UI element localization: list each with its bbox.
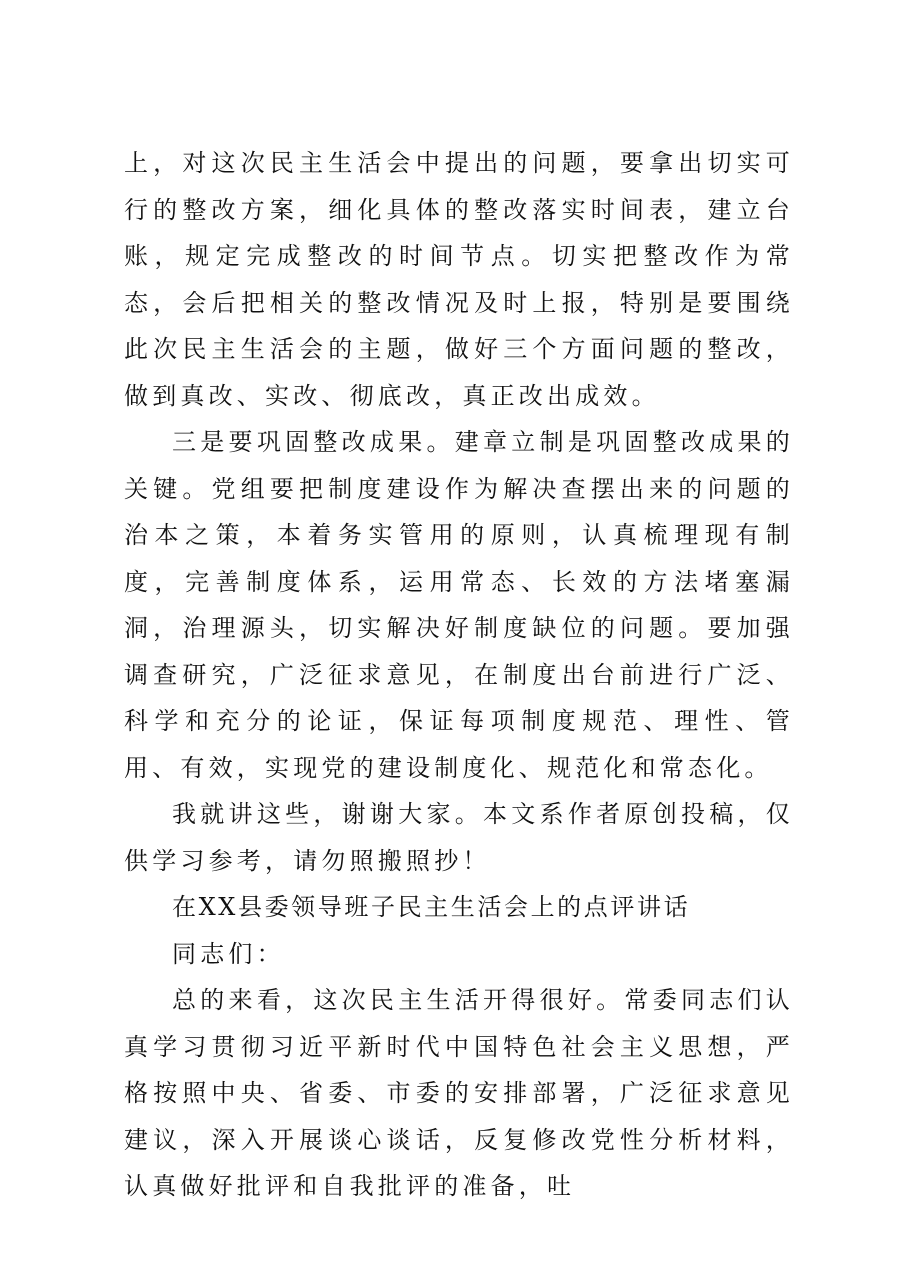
paragraph-overview: 总的来看，这次民主生活开得很好。常委同志们认真学习贯彻习近平新时代中国特色社会主义思想，严格按照中央、省委、市委的安排部署，广泛征求意见建议，深入开展谈心谈话，反复修改党性分析材料，认真做好批评和自我批评的准备，吐 <box>124 986 794 1200</box>
salutation: 同志们： <box>172 939 285 968</box>
paragraph-continuation: 上，对这次民主生活会中提出的问题，要拿出切实可行的整改方案，细化具体的整改落实时间表，建立台账，规定完成整改的时间节点。切实把整改作为常态，会后把相关的整改情况及时上报，特别是要围绕此次民主生活会的主题，做好三个方面问题的整改，做到真改、实改、彻底改，真正改出成效。 <box>124 149 794 410</box>
paragraph-consolidate-results: 三是要巩固整改成果。建章立制是巩固整改成果的关键。党组要把制度建设作为解决查摆出来的问题的治本之策，本着务实管用的原则，认真梳理现有制度，完善制度体系，运用常态、长效的方法堵塞漏洞，治理源头，切实解决好制度缺位的问题。要加强调查研究，广泛征求意见，在制度出台前进行广泛、科学和充分的论证，保证每项制度规范、理性、管用、有效，实现党的建设制度化、规范化和常态化。 <box>124 428 794 782</box>
paragraph-closing-remarks: 我就讲这些，谢谢大家。本文系作者原创投稿，仅供学习参考，请勿照搬照抄！ <box>124 800 794 875</box>
document-body <box>124 140 794 1210</box>
speech-title: 在XX县委领导班子民主生活会上的点评讲话 <box>172 893 691 921</box>
